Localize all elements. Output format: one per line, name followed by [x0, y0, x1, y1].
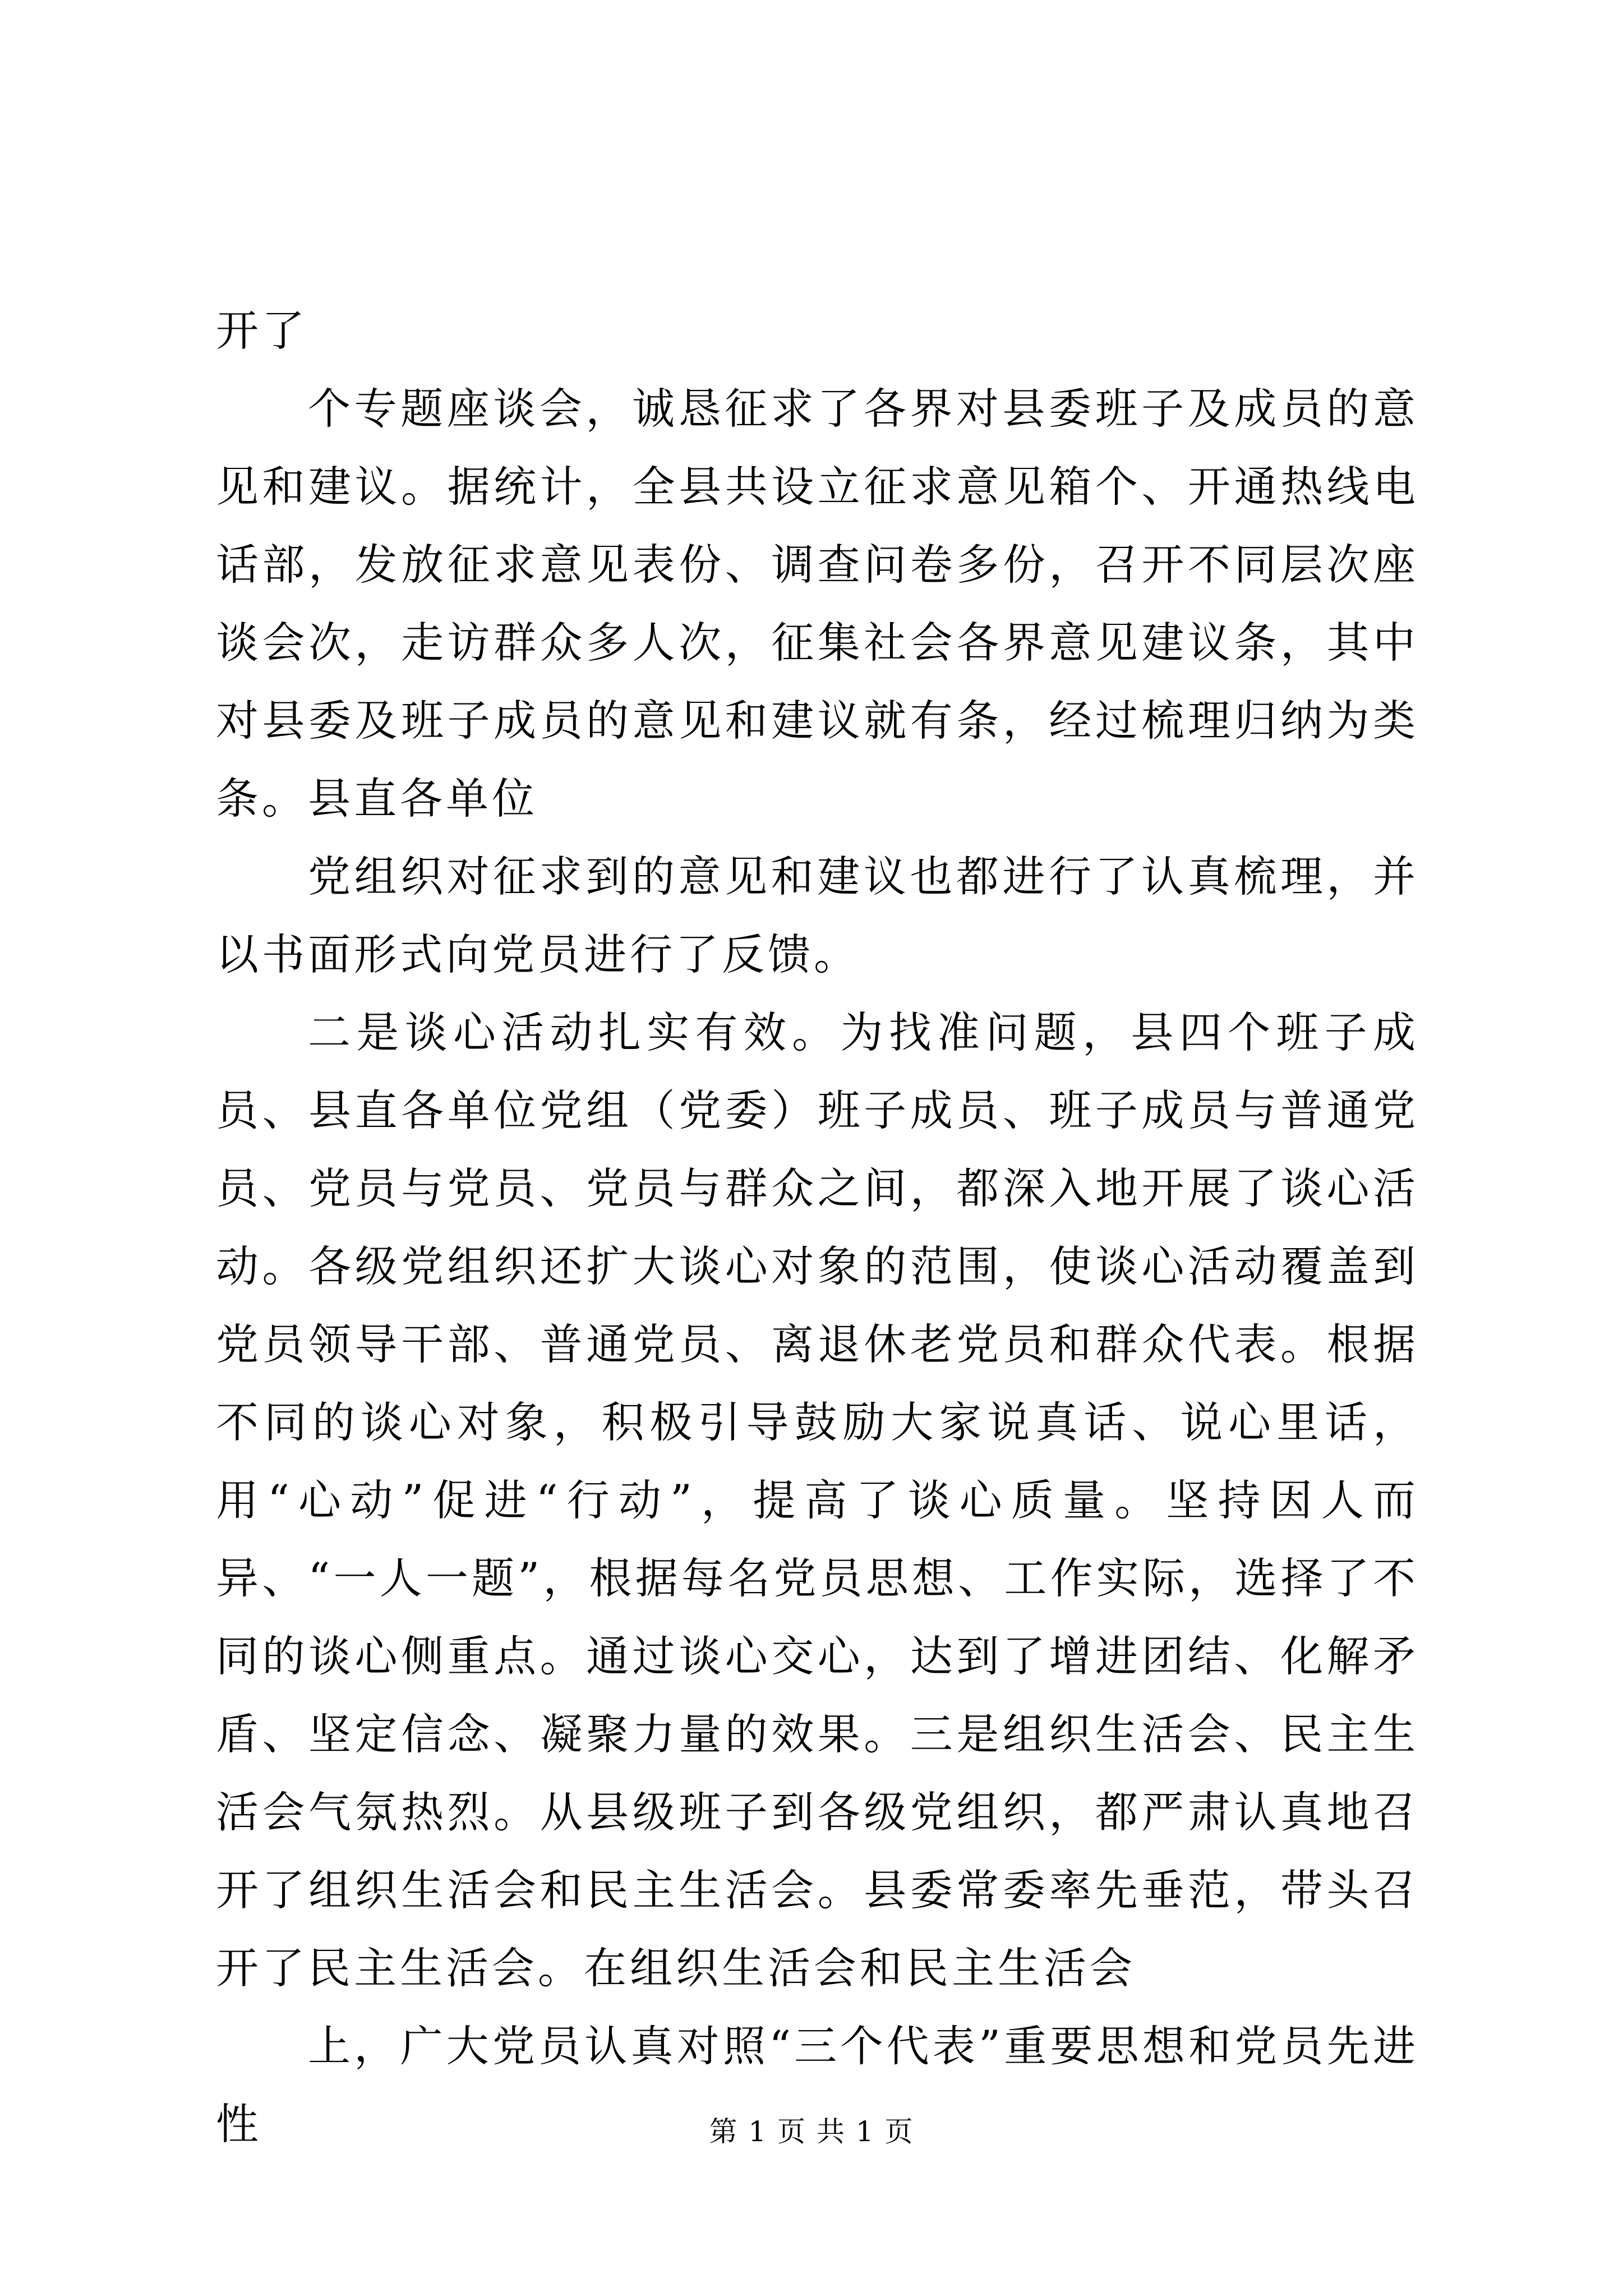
document-body: [216, 292, 1419, 2163]
paragraph-4: 二是谈心活动扎实有效。为找准问题，县四个班子成员、县直各单位党组（党委）班子成员、班子成员与普通党员、党员与党员、党员与群众之间，都深入地开展了谈心活动。各级党组织还扩大谈心对象的范围，使谈心活动覆盖到党员领导干部、普通党员、离退休老党员和群众代表。根据不同的谈心对象，积极引导鼓励大家说真话、说心里话，用“心动”促进“行动”，提高了谈心质量。坚持因人而异、“一人一题”，根据每名党员思想、工作实际，选择了不同的谈心侧重点。通过谈心交心，达到了增进团结、化解矛盾、坚定信念、凝聚力量的效果。三是组织生活会、民主生活会气氛热烈。从县级班子到各级党组织，都严肃认真地召开了组织生活会和民主生活会。县委常委率先垂范，带头召开了民主生活会。在组织生活会和民主生活会: [216, 1007, 1419, 1993]
paragraph-3: 党组织对征求到的意见和建议也都进行了认真梳理，并以书面形式向党员进行了反馈。: [216, 852, 1419, 979]
paragraph-1: 开了: [216, 306, 308, 356]
paragraph-2: 个专题座谈会，诚恳征求了各界对县委班子及成员的意见和建议。据统计，全县共设立征求意见箱个、开通热线电话部，发放征求意见表份、调查问卷多份，召开不同层次座谈会次，走访群众多人次，征集社会各界意见建议条，其中对县委及班子成员的意见和建议就有条，经过梳理归纳为类条。县直各单位: [216, 384, 1419, 823]
paragraph-5: 上，广大党员认真对照“三个代表”重要思想和党员先进性: [216, 2021, 1419, 2149]
page-number-label: 第 1 页 共 1 页: [709, 2115, 914, 2148]
page-footer: [0, 2112, 1623, 2151]
